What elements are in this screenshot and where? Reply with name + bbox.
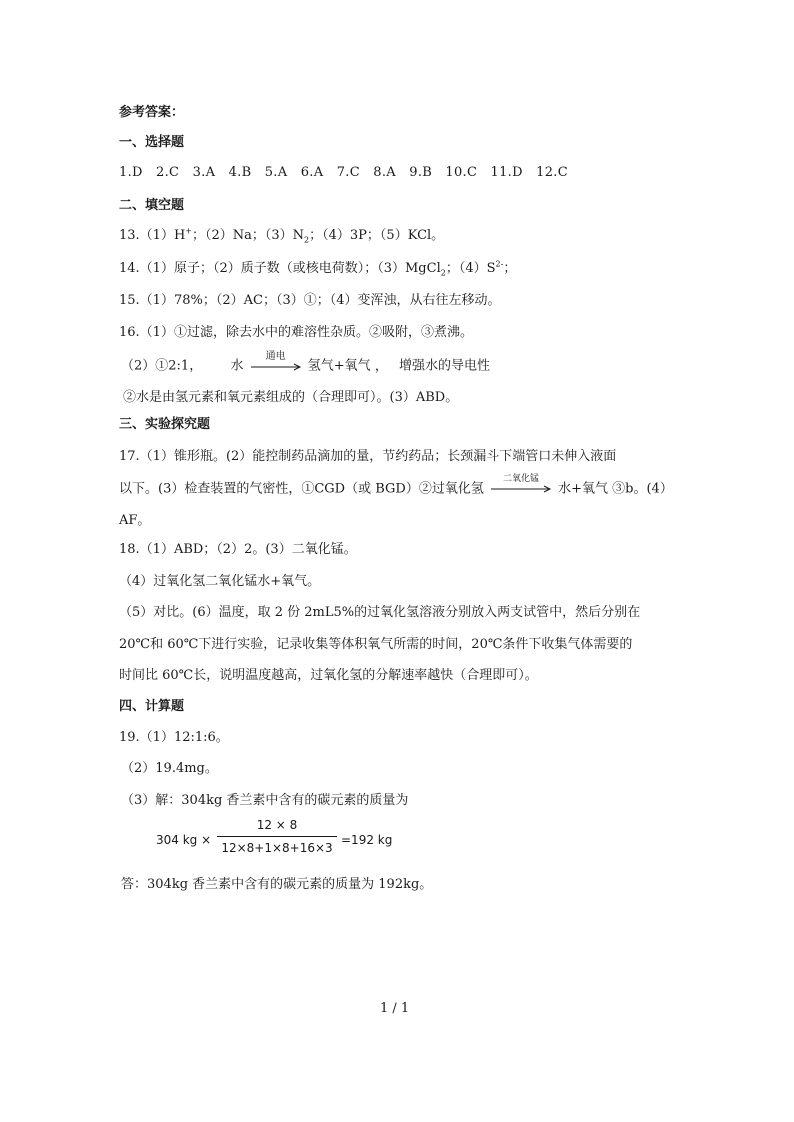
answer-18-line-2: （4）过氧化氢二氧化锰水+氧气。 [119,574,321,589]
answer-16-line-3: ②水是由氢元素和氧元素组成的（合理即可）。(3）ABD。 [123,390,459,405]
section-heading-fill: 二、填空题 [119,198,185,213]
answer-18-line-4: 20℃和 60℃下进行实验，记录收集等体积氧气所需的时间，20℃条件下收集气体需要的 [119,637,633,652]
answer-19-line-2: （2）19.4mg。 [121,761,218,776]
answer-13-part-b: ；（2）Na；（3）N [192,228,305,243]
section-heading-experiment: 三、实验探究题 [119,417,211,432]
answer-17-part-b: 水+氧气 ③b。(4） [558,481,673,497]
page-number: 1 / 1 [380,1001,410,1016]
answer-15: 15.（1）78%；（2）AC；（3）①；（4）变浑浊，从右往左移动。 [119,293,501,308]
subscript: 2 [440,268,446,278]
answer-16-ratio: （2）①2:1， [121,358,203,374]
answer-19-line-3: （3）解：304kg 香兰素中含有的碳元素的质量为 [121,793,409,808]
reaction-arrow [490,474,552,498]
choice-answers: 1.D 2.C 3.A 4.B 5.A 6.A 7.C 8.A 9.B 10.C 11.D 12.C [119,165,568,180]
answer-14-part-c: ； [503,261,517,276]
superscript: 2- [495,259,504,269]
answer-17-line-3: AF。 [119,513,151,528]
page-title: 参考答案： [119,105,185,120]
answer-18-line-1: 18.（1）ABD；（2）2。(3）二氧化锰。 [119,542,357,557]
section-heading-choice: 一、选择题 [119,135,185,150]
equation-products: 氢气+氧气 [307,358,371,374]
equation-reactant: 水 [230,358,244,374]
reaction-condition: 二氧化锰 [502,474,539,484]
fraction-numerator: 12 × 8 [256,818,298,832]
answer-17-line-1: 17.（1）锥形瓶。(2）能控制药品滴加的量，节约药品；长颈漏斗下端管口未伸入液面 [119,449,617,464]
superscript: + [185,226,192,236]
answer-19-line-1: 19.（1）12:1:6。 [119,730,229,745]
section-heading-calculation: 四、计算题 [119,699,185,714]
answer-14-part-a: 14.（1）原子；（2）质子数（或核电荷数）；（3）MgCl [119,261,441,276]
answer-14 [119,260,516,278]
answer-13-part-c: ；（4）3P；（5）KCl。 [309,228,445,243]
answer-16-line-1: 16.（1）①过滤，除去水中的难溶性杂质。②吸附，③煮沸。 [119,325,473,340]
answer-16-note: 增强水的导电性 [398,358,490,374]
reaction-arrow [250,351,302,375]
answer-18-line-3: （5）对比。(6）温度，取 2 份 2mL5%的过氧化氢溶液分别放入两支试管中，然后分别在 [119,605,641,620]
reaction-condition: 通电 [265,351,286,362]
answer-13 [119,227,444,245]
fraction-denominator: 12×8+1×8+16×3 [221,841,333,855]
answer-19-conclusion: 答：304kg 香兰素中含有的碳元素的质量为 192kg。 [121,877,433,892]
answer-17-part-a: 以下。(3）检查装置的气密性，①CGD（或 BGD）②过氧化氢 [119,481,484,497]
answer-13-part-a: 13.（1）H [119,228,186,243]
subscript: 2 [304,235,310,245]
calc-left-term: 304 kg × [156,833,212,847]
fraction-bar [217,836,337,837]
answer-18-line-5: 时间比 60℃长，说明温度越高，过氧化氢的分解速率越快（合理即可）。 [119,668,538,683]
calc-result: =192 kg [341,833,393,847]
answer-14-part-b: ；（4）S [445,261,496,276]
answer-16-line-2: （2）①2:1， 水 通电 氢气+氧气 ， 增强水的导电性 [121,357,490,376]
answer-17-line-2 [119,474,673,499]
